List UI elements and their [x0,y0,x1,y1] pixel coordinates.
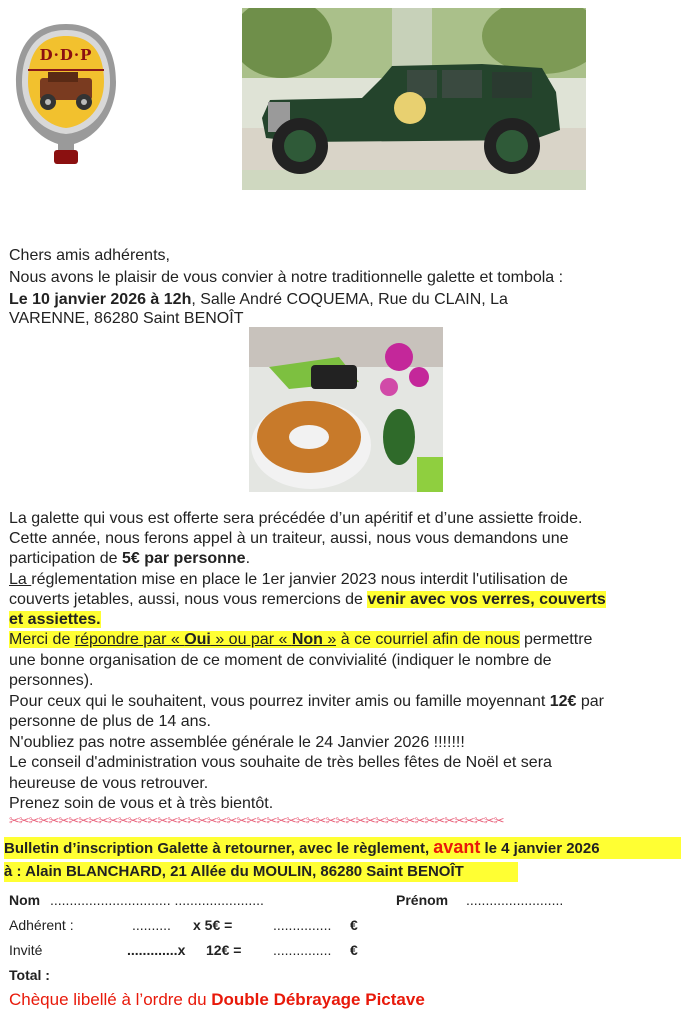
text-span: répondre par « [74,631,185,648]
body-p5a [9,692,679,711]
body-p4a [9,630,679,649]
body-p4b: une bonne organisation de ce moment de convivialité (indiquer le nombre de [9,652,552,669]
body-p3b [9,590,679,609]
invite-qty-field[interactable]: .............x [127,942,186,958]
text-span: La [9,571,32,588]
club-logo [14,20,118,168]
intro-line: Nous avons le plaisir de vous convier à notre traditionnelle galette et tombola : [9,269,564,286]
text-span: Bulletin d’inscription Galette à retourner, avec le règlement, [4,840,434,857]
adherent-euro: € [350,917,358,933]
body-p4c: personnes). [9,672,94,689]
event-line-2: VARENNE, 86280 Saint BENOÎT [9,310,244,327]
avant-word: avant [433,837,481,857]
body-p7a: Le conseil d'administration vous souhaite de très belles fêtes de Noël et sera [9,754,552,771]
text-span: réglementation mise en place le 1er janvier 2023 nous interdit l'utilisation de [31,571,568,588]
body-p5b: personne de plus de 14 ans. [9,713,211,730]
body-p8: Prenez soin de vous et à très bientôt. [9,795,274,812]
price-bold: 12€ [549,693,577,710]
body-p2a: Cette année, nous ferons appel à un traiteur, aussi, nous vous demandons une [9,530,569,547]
prenom-field[interactable]: ......................... [466,892,564,908]
text-span: Pour ceux qui le souhaitent, vous pourrez inviter amis ou famille moyennant [9,693,550,710]
total-label: Total : [9,967,50,983]
vintage-car-photo [242,8,586,190]
text-span: Chèque libellé à l’ordre du [9,990,212,1009]
club-name-bold: Double Débrayage Pictave [211,990,425,1009]
body-p1: La galette qui vous est offerte sera précédée d’un apéritif et d’une assiette froide. [9,510,583,527]
body-p6: N'oubliez pas notre assemblée générale le 24 Janvier 2026 !!!!!!! [9,734,465,751]
highlight-bold: venir avec vos verres, couverts [367,591,606,608]
adherent-price: x 5€ = [193,917,233,933]
prenom-label: Prénom [396,892,449,908]
cheque-line [9,990,425,1010]
price-bold: 5€ par personne [121,550,246,567]
adherent-label: Adhérent : [9,917,74,933]
invite-price: 12€ = [206,942,242,958]
bulletin-line-2: à : Alain BLANCHARD, 21 Allée du MOULIN, 86280 Saint BENOÎT [4,862,518,882]
scissors-cut-line: ✂✂✂✂✂✂✂✂✂✂✂✂✂✂✂✂✂✂✂✂✂✂✂✂✂✂✂✂✂✂✂✂✂✂✂✂✂✂✂✂✂✂✂✂✂✂✂✂✂✂ [9,813,504,828]
text-span: » [322,631,337,648]
event-line-1 [9,290,679,309]
invite-label: Invité [9,942,43,958]
adherent-total-field[interactable]: ............... [273,917,332,933]
highlight-bold: et assiettes. [9,611,101,628]
text-span: à ce courriel afin de nous [336,631,520,648]
nom-field[interactable]: ............................... ....................... [50,892,264,908]
invite-euro: € [350,942,358,958]
adherent-qty-field[interactable]: .......... [132,917,171,933]
body-p3a [9,570,679,589]
event-place-a: , Salle André COQUEMA, Rue du CLAIN, La [191,291,508,308]
text-span: permettre [519,631,593,648]
bulletin-line-1 [4,837,681,859]
text-span: par [576,693,605,710]
event-date: Le 10 janvier 2026 à 12h [9,291,192,308]
nom-label: Nom [9,892,41,908]
text-span: . [245,550,251,567]
body-p2b [9,549,679,568]
greeting: Chers amis adhérents, [9,247,170,264]
invite-total-field[interactable]: ............... [273,942,332,958]
text-span: le 4 janvier 2026 [480,840,600,857]
logo-text: D·D·P [39,46,93,64]
body-p7b: heureuse de vous retrouver. [9,775,209,792]
text-span: » ou par « [210,631,292,648]
text-span: participation de [9,550,122,567]
oui-bold: Oui [184,631,211,648]
text-span: Merci de [9,631,75,648]
galette-photo [249,327,443,492]
non-bold: Non [291,631,323,648]
body-p3c [9,610,679,629]
text-span: couverts jetables, aussi, nous vous remercions de [9,591,368,608]
